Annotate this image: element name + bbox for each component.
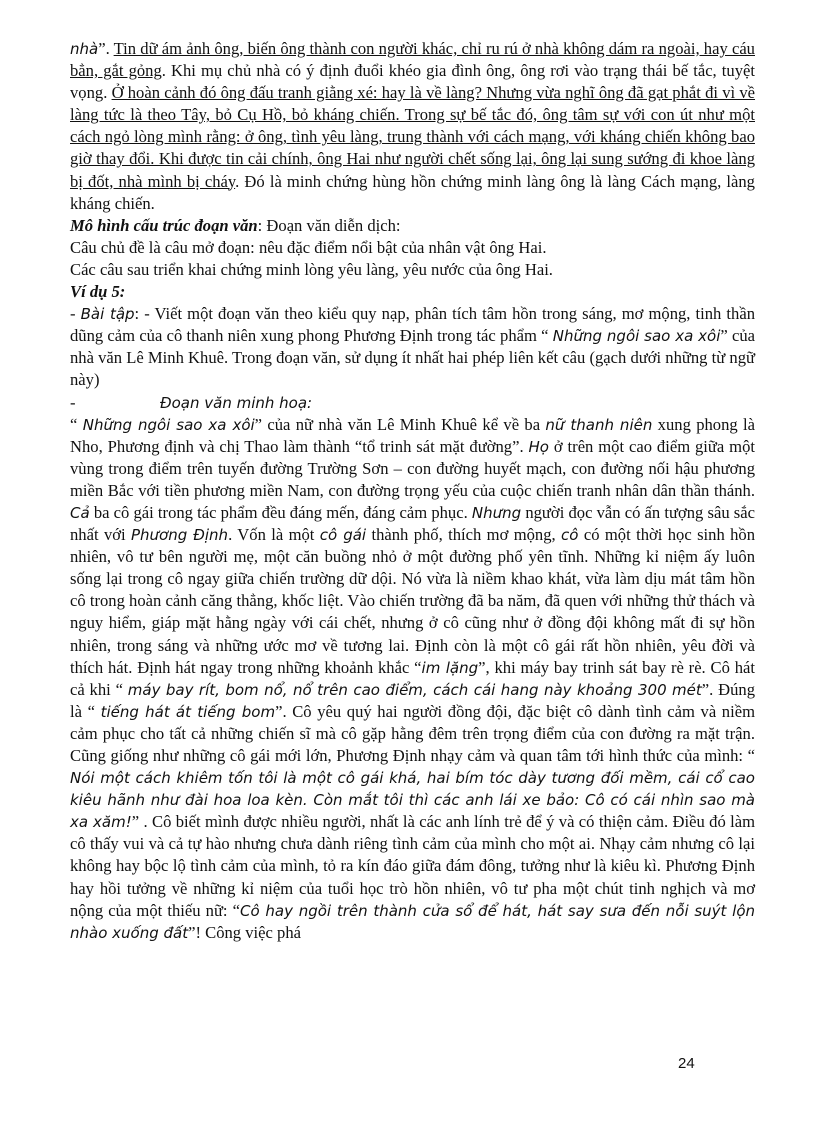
text-run: ” . Cô biết mình được nhiều người, nhất là các anh lính trẻ để ý và có thiện cảm. Điều đó làm cô thấy vui và cả tự hào nhưng chưa dành riêng tình cảm của mình cho một ai. Nhạy cảm nhưng cô lại không hay bộc lộ tình cảm của mình, tỏ ra kín đáo giữa đám đông, tưởng như là kiêu kì. Phương Định hay hồi tưởng về những kỉ niệm của tuổi học trò hồn nhiên, vô tư pha một chút tinh nghịch và mơ nộng của một thiếu nữ: “ (70, 812, 755, 920)
list-dash: - (70, 392, 76, 412)
text-run: người đọc vẫn có ấn tượng sâu sắc nhất với (70, 502, 755, 545)
text-run: : Đoạn văn diễn dịch: (257, 215, 401, 235)
supporting-sentences-line: Các câu sau triển khai chứng minh lòng yêu làng, yêu nước của ông Hai. (70, 259, 553, 279)
italic-quote: máy bay rít, bom nổ, nổ trên cao điểm, cách cái hang này khoảng 300 mét (127, 680, 702, 699)
paragraph-ong-hai-summary (70, 38, 755, 215)
exercise-paragraph (70, 303, 755, 391)
italic-word: nhà (70, 40, 99, 58)
italic-quote: tiếng hát át tiếng bom (100, 702, 276, 721)
text-run: ”. Cô yêu quý hai người đồng đội, đặc biệt cô dành tình cảm và niềm cảm phục cho tất cả những chiến sĩ mà cô gặp hằng đêm trên trọng điểm của con đường ra mặt trận. Cũng giống như những cô gái mới lớn, Phương Định nhạy cảm và quan tâm tới hình thức của mình: “ (70, 701, 755, 765)
page-content (70, 38, 755, 944)
text-run: ” của nữ nhà văn Lê Minh Khuê kể về ba (254, 414, 546, 434)
text-run: ” của nhà văn Lê Minh Khuê. Trong đoạn văn, sử dụng ít nhất hai phép liên kết câu (gạch dưới những từ ngữ này) (70, 326, 756, 390)
underlined-text: Tin dữ ám ảnh ông, biến ông thành con người khác, chỉ ru rú ở nhà không dám ra ngoài, hay cáu bẳn, gắt gỏng (70, 39, 755, 81)
italic-run: Những ngôi sao xa xôi (82, 415, 255, 434)
exercise-label: Bài tập (80, 305, 135, 324)
italic-quote: Nói một cách khiêm tốn tôi là một cô gái khá, hai bím tóc dày tương đối mềm, cái cổ cao kiêu hãnh như đài hoa loa kèn. Còn mắt tôi thì các anh lái xe bảo: Cô có cái nhìn sao mà xa xăm! (70, 769, 755, 832)
italic-run: nữ thanh niên (545, 415, 653, 434)
example-title (70, 281, 755, 303)
italic-run: im lặng (421, 658, 479, 677)
italic-quote: Cô hay ngồi trên thành cửa sổ để hát, hát say sưa đến nỗi suýt lộn nhào xuống đất (70, 901, 755, 942)
text-run: ”! Công việc phá (188, 922, 302, 942)
underlined-text: Ở hoàn cảnh đó ông đấu tranh giằng xé: hay là về làng? Nhưng vừa nghĩ ông đã gạt phắt đi vì về làng tức là theo Tây, bỏ Cụ Hồ, bỏ kháng chiến. Trong sự bế tắc đó, ông tâm sự với con út như một cách ngỏ lòng mình rằng: ở ông, tình yêu làng, trung thành với cách mạng, với kháng chiến không bao giờ thay đổi. Khi được tin cải chính, ông Hai như người chết sống lại, ông lại sung sướng đi khoe làng bị đốt, nhà mình bị cháy (70, 83, 756, 191)
text-run: ”, khi máy bay trinh sát bay rè rè. Cô hát cả khi “ (70, 657, 755, 699)
text-run: : - Viết một đoạn văn theo kiểu quy nạp, phân tích tâm hồn trong sáng, mơ mộng, tinh thần dũng cảm của cô thanh niên xung phong Phương Định trong tác phẩm “ (70, 304, 755, 346)
text-run: ”. (98, 39, 114, 58)
italic-run: Cả (70, 503, 90, 522)
italic-run: cô gái (319, 526, 367, 545)
structure-model-label: Mô hình cấu trúc đoạn văn (70, 215, 258, 235)
italic-run: cô (561, 526, 579, 545)
structure-model-line (70, 215, 755, 237)
text-run: xung phong là Nho, Phương định và chị Thao làm thành “tổ trinh sát mặt đường”. (70, 414, 756, 456)
text-run: . Vốn là một (228, 525, 320, 545)
text-run: ở trên một cao điểm giữa một vùng trong điểm trên tuyến đường Trường Sơn – con đường huyết mạch, con đường nối hậu phương miền Bắc với tiền phương miền Nam, con đường trọng yếu của cuộc chiến tranh nhân dân thần thánh. (70, 436, 755, 500)
text-run: “ (70, 414, 83, 434)
text-run: có một thời học sinh hồn nhiên, vô tư bên người mẹ, một căn buồng nhỏ ở một đường phố yên tĩnh. Những kỉ niệm ấy luôn sống lại trong cô ngay giữa chiến trường dữ dội. Nó vừa là niềm khao khát, vừa làm dịu mát tâm hồn cô trong hoàn cảnh căng thẳng, khốc liệt. Vào chiến trường đã ba năm, đã quen với những thử thách và nguy hiểm, giáp mặt hằng ngày với cái chết, nhưng ở cô cũng như ở đồng đội không mất đi sự hồn nhiên, trong sáng và những ước mơ về tương lai. Định còn là một cô gái rất hồn nhiên, yêu đời và thích hát. Định hát ngay trong những khoảnh khắc “ (70, 525, 756, 677)
sample-paragraph (70, 414, 755, 944)
example-heading: Ví dụ 5: (70, 282, 126, 302)
text-run: . Khi mụ chủ nhà có ý định đuổi khéo gia đình ông, ông rơi vào trạng thái bế tắc, tuyệt vọng. (70, 61, 755, 103)
italic-run: Họ (528, 437, 549, 456)
sample-label: Đoạn văn minh hoạ: (160, 393, 313, 412)
italic-run: Nhưng (471, 503, 522, 522)
text-run: thành phố, thích mơ mộng, (366, 525, 562, 545)
sample-label-line (70, 392, 755, 414)
work-title: Những ngôi sao xa xôi (552, 327, 721, 346)
page-number: 24 (678, 1055, 695, 1072)
text-run: ”. Đúng là “ (70, 679, 756, 721)
text-run: . Đó là minh chứng hùng hồn chứng minh làng ông là làng Cách mạng, làng kháng chiến. (70, 171, 755, 213)
text-run: - (70, 304, 81, 324)
text-run: ba cô gái trong tác phẩm đều đáng mến, đáng cảm phục. (89, 502, 472, 522)
italic-run: Phương Định (131, 526, 229, 545)
topic-sentence-line: Câu chủ đề là câu mở đoạn: nêu đặc điểm nổi bật của nhân vật ông Hai. (70, 237, 547, 257)
